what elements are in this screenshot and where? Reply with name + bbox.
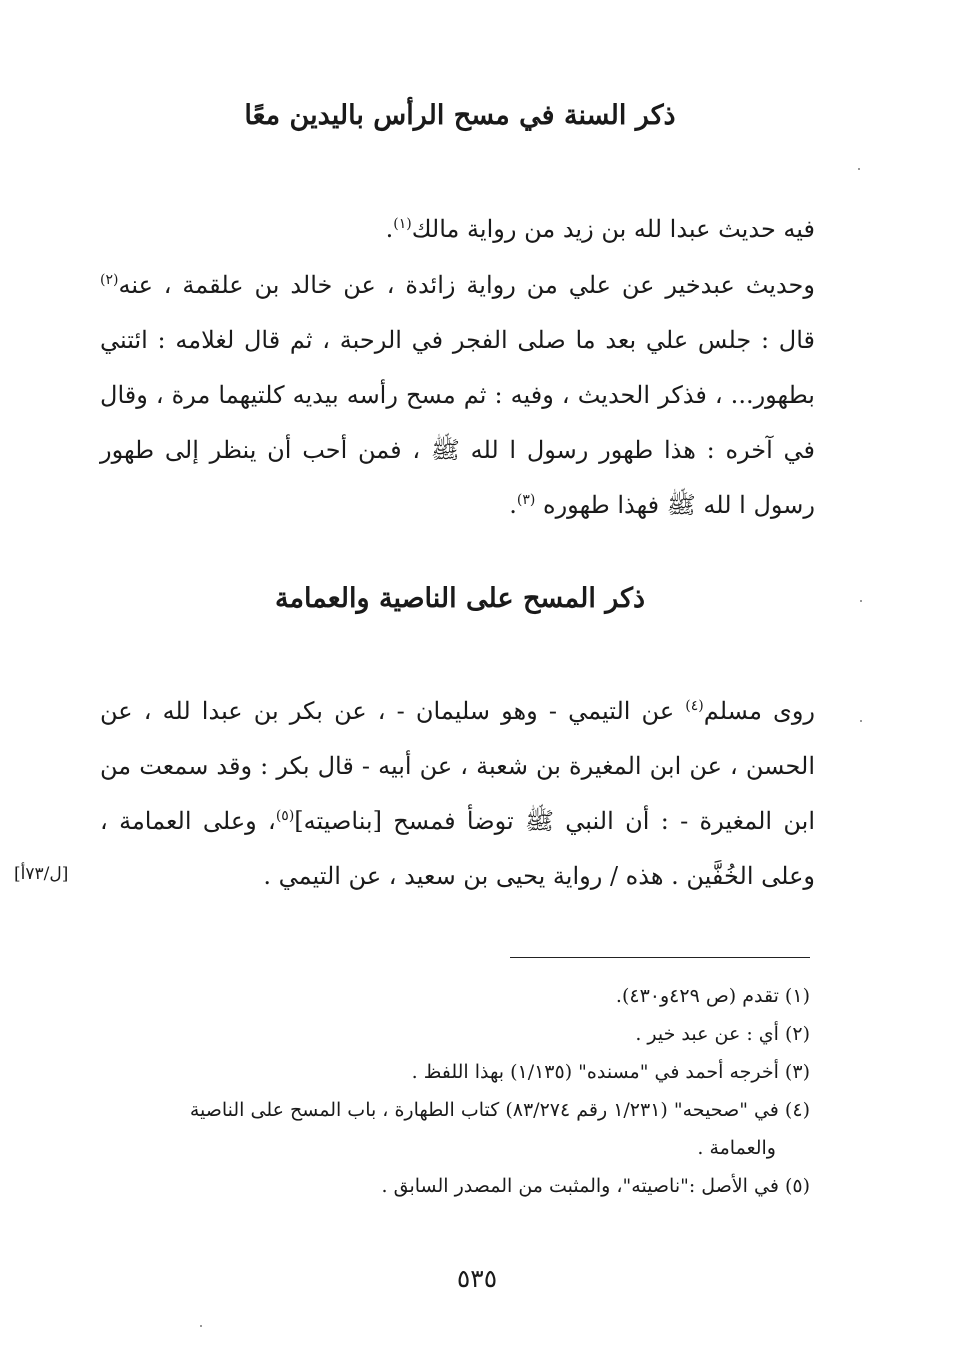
page-number: ٥٣٥ — [456, 1264, 498, 1293]
footnote-5: (٥) في الأصل :"ناصيته"، والمثبت من المصدر السابق . — [381, 1175, 810, 1197]
scan-speck — [858, 168, 860, 170]
footnote-ref-3: (٣) — [516, 492, 536, 508]
footnotes — [100, 977, 810, 1205]
section-heading-2: ذكر المسح على الناصية والعمامة — [275, 583, 645, 614]
paragraph-1-end: . — [385, 215, 394, 243]
paragraph-2-rest: قال : جلس علي بعد ما صلى الفجر في الرحبة ، ثم قال لغلامه : ائتني بطهور... ، فذكر الحديث ، وفيه : ثم مسح رأسه بيديه كلتيهما مرة ، وقال في آخره : هذا طهور رسول ا لله ﷺ ، فمن أحب أن ينظر إلى طهور رسول ا لله ﷺ فهذا طهوره — [100, 326, 815, 519]
scan-speck — [860, 720, 862, 722]
footnote-separator — [510, 957, 810, 958]
scan-speck — [200, 1325, 202, 1327]
paragraph-2-text: وحديث عبدخير عن علي من رواية زائدة ، عن خالد بن علقمة ، عنه — [118, 271, 815, 299]
footnote-2: (٢) أي : عن عبد خير . — [635, 1023, 810, 1045]
paragraph-3 — [100, 684, 815, 904]
footnote-ref-5: (٥) — [275, 808, 295, 824]
paragraph-2 — [100, 258, 815, 533]
footnote-3: (٣) أخرجه أحمد في "مسنده" (١/١٣٥) بهذا اللفظ . — [411, 1061, 810, 1083]
scan-speck — [860, 600, 862, 602]
paragraph-3-text-b: عن التيمي - وهو سليمان - ، عن بكر بن عبدا لله ، عن الحسن ، عن ابن المغيرة بن شعبة ، عن أبيه - قال بكر : وقد سمعت من ابن المغيرة - : أن النبي ﷺ توضأ فمسح [بناصيته] — [100, 697, 815, 835]
footnote-ref-4: (٤) — [685, 698, 704, 714]
paragraph-2-end: . — [509, 491, 517, 519]
footnote-4: (٤) في "صحيحه" (١/٢٣١ رقم ٨٣/٢٧٤) كتاب الطهارة ، باب المسح على الناصية — [189, 1099, 810, 1121]
section-heading-1: ذكر السنة في مسح الرأس باليدين معًا — [244, 100, 676, 131]
manuscript-folio-marker: [ل/٧٣أ] — [14, 864, 69, 884]
paragraph-3-text-a: روى مسلم — [703, 697, 815, 725]
footnote-4-continuation: والعمامة . — [697, 1137, 776, 1159]
footnote-ref-2: (٢) — [100, 272, 119, 288]
paragraph-1 — [100, 202, 815, 257]
footnote-ref-1: (١) — [393, 216, 412, 232]
paragraph-3-text-c: ، وعلى العمامة ، وعلى الخُفَّين . هذه / رواية يحيى بن سعيد ، عن التيمي . — [100, 807, 815, 890]
paragraph-1-text: فيه حديث عبدا لله بن زيد من رواية مالك — [411, 215, 815, 243]
footnote-1: (١) تقدم (ص ٤٢٩و٤٣٠). — [615, 985, 810, 1007]
